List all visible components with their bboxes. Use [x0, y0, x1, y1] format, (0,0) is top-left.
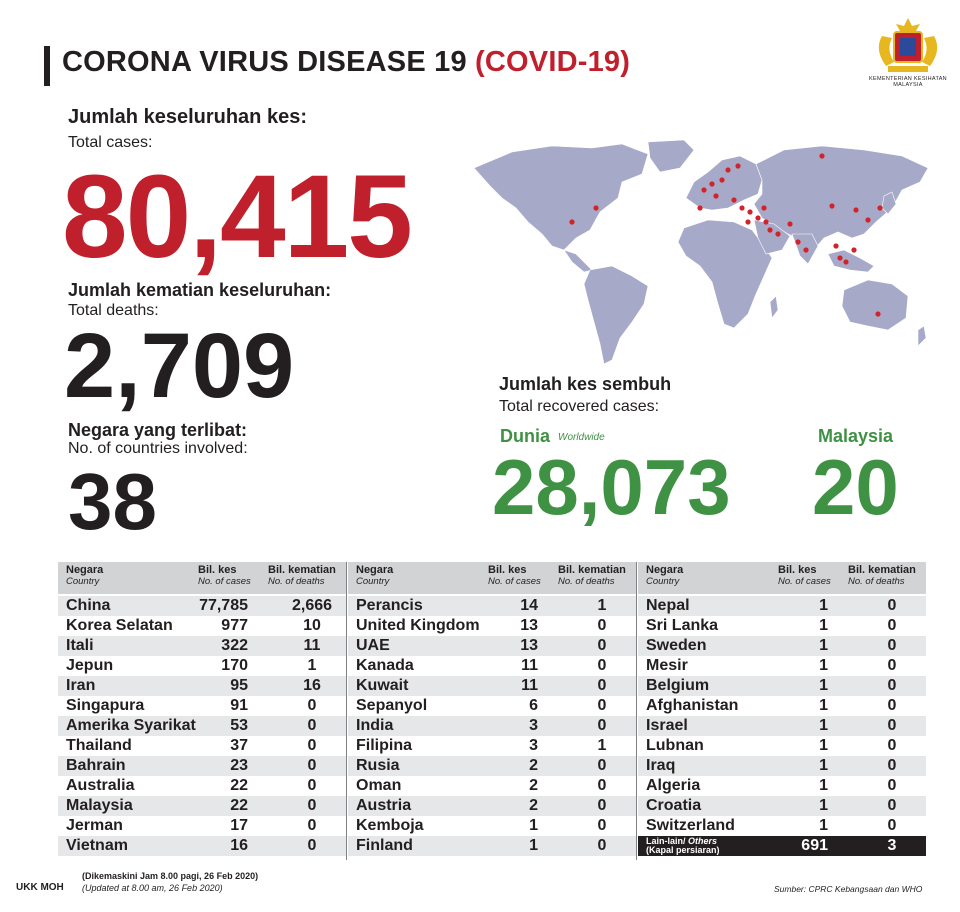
- case-count: 77,785: [199, 597, 248, 614]
- country-name: China: [66, 597, 111, 614]
- header-country: Negara Country: [646, 564, 684, 587]
- death-count: 2,666: [291, 597, 333, 614]
- countries-label-ms: Negara yang terlibat:: [68, 420, 248, 440]
- death-count: 0: [597, 677, 607, 694]
- country-name: Afghanistan: [646, 697, 739, 714]
- case-count: 13: [520, 637, 538, 654]
- country-name: Lubnan: [646, 737, 704, 754]
- death-count: 0: [887, 757, 897, 774]
- table-row: [58, 756, 346, 776]
- header-deaths: Bil. kematian No. of deaths: [848, 564, 916, 587]
- table-divider: [636, 562, 637, 860]
- country-name: Croatia: [646, 797, 702, 814]
- country-name: Rusia: [356, 757, 400, 774]
- table-row: [638, 696, 926, 716]
- update-note-ms: (Dikemaskini Jam 8.00 pagi, 26 Feb 2020): [82, 871, 259, 881]
- country-name: Sweden: [646, 637, 707, 654]
- table-divider: [346, 562, 347, 860]
- case-count: 6: [529, 697, 538, 714]
- country-name: Thailand: [66, 737, 132, 754]
- table-row: [58, 616, 346, 636]
- table-row: [638, 676, 926, 696]
- country-name: Switzerland: [646, 817, 735, 834]
- table-row: [58, 796, 346, 816]
- table-row: [348, 756, 636, 776]
- table-header: [58, 562, 346, 594]
- table-header: [638, 562, 926, 594]
- death-count: 0: [307, 817, 317, 834]
- table-row: [638, 636, 926, 656]
- header-deaths: Bil. kematian No. of deaths: [558, 564, 626, 587]
- case-count: 1: [529, 817, 538, 834]
- country-name: Itali: [66, 637, 94, 654]
- case-count: 3: [529, 737, 538, 754]
- worldwide-sublabel: Worldwide: [558, 432, 605, 443]
- country-name: Iraq: [646, 757, 676, 774]
- table-row: [58, 736, 346, 756]
- case-count: 1: [819, 597, 828, 614]
- death-count: 1: [597, 737, 607, 754]
- table-row: [348, 676, 636, 696]
- case-count: 1: [819, 797, 828, 814]
- table-row: [638, 736, 926, 756]
- title-covid: (COVID-19): [475, 46, 631, 78]
- table-row: [348, 696, 636, 716]
- death-count: 0: [887, 637, 897, 654]
- table-row: [348, 816, 636, 836]
- case-count: 3: [529, 717, 538, 734]
- case-count: 1: [819, 737, 828, 754]
- country-name: Sri Lanka: [646, 617, 719, 634]
- ukk-moh-label: UKK MOH: [16, 882, 64, 893]
- table-row: [348, 836, 636, 856]
- case-count: 95: [230, 677, 248, 694]
- country-name: Algeria: [646, 777, 701, 794]
- world-map: [472, 138, 932, 368]
- death-count: 0: [597, 757, 607, 774]
- table-row: [58, 716, 346, 736]
- total-deaths-label-ms: Jumlah kematian keseluruhan:: [68, 280, 332, 300]
- total-cases-label-ms: Jumlah keseluruhan kes:: [68, 106, 307, 128]
- others-label: Lain-lain/ Others (Kapal persiaran): [646, 836, 720, 855]
- death-count: 0: [597, 817, 607, 834]
- case-count: 11: [521, 677, 538, 694]
- country-name: Malaysia: [66, 797, 133, 814]
- table-header: [348, 562, 636, 594]
- table-row: [58, 836, 346, 856]
- country-name: Nepal: [646, 597, 690, 614]
- case-count: 53: [230, 717, 248, 734]
- death-count: 0: [887, 777, 897, 794]
- table-row: [348, 616, 636, 636]
- death-count: 0: [597, 777, 607, 794]
- title-accent-bar: [44, 46, 50, 86]
- case-count: 37: [230, 737, 248, 754]
- country-table-2: [348, 562, 636, 856]
- header-cases: Bil. kes No. of cases: [198, 564, 251, 587]
- country-name: Sepanyol: [356, 697, 428, 714]
- table-row: [58, 596, 346, 616]
- table-row: [638, 616, 926, 636]
- death-count: 0: [887, 817, 897, 834]
- case-count: 22: [230, 777, 248, 794]
- total-cases-label-en: Total cases:: [68, 134, 153, 151]
- others-death-count: 3: [887, 837, 897, 854]
- case-count: 17: [230, 817, 248, 834]
- death-count: 11: [303, 637, 321, 654]
- death-count: 1: [597, 597, 607, 614]
- death-count: 1: [307, 657, 317, 674]
- case-count: 14: [520, 597, 538, 614]
- table-row: [638, 596, 926, 616]
- death-count: 0: [597, 617, 607, 634]
- table-row: [638, 796, 926, 816]
- country-name: India: [356, 717, 394, 734]
- country-name: Perancis: [356, 597, 423, 614]
- country-name: Korea Selatan: [66, 617, 173, 634]
- crest-caption: KEMENTERIAN KESIHATAN MALAYSIA: [869, 76, 947, 88]
- table-row: [58, 676, 346, 696]
- case-count: 11: [521, 657, 538, 674]
- country-name: Filipina: [356, 737, 412, 754]
- case-count: 23: [230, 757, 248, 774]
- case-count: 2: [529, 757, 538, 774]
- country-name: Kanada: [356, 657, 414, 674]
- death-count: 16: [303, 677, 321, 694]
- death-count: 0: [597, 797, 607, 814]
- case-count: 1: [819, 717, 828, 734]
- death-count: 0: [887, 597, 897, 614]
- case-count: 1: [819, 697, 828, 714]
- worldwide-label: Dunia: [500, 426, 551, 446]
- death-count: 0: [887, 737, 897, 754]
- recovered-label-en: Total recovered cases:: [499, 398, 660, 415]
- death-count: 0: [887, 797, 897, 814]
- country-name: Iran: [66, 677, 96, 694]
- countries-value: 38: [68, 457, 157, 546]
- death-count: 10: [303, 617, 321, 634]
- table-row: [58, 656, 346, 676]
- country-name: Bahrain: [66, 757, 126, 774]
- table-row: [638, 776, 926, 796]
- country-name: Singapura: [66, 697, 145, 714]
- table-row: [58, 816, 346, 836]
- table-row: [58, 776, 346, 796]
- case-count: 91: [230, 697, 248, 714]
- malaysia-label: Malaysia: [818, 426, 894, 446]
- country-name: Mesir: [646, 657, 688, 674]
- case-count: 1: [819, 817, 828, 834]
- table-row: [348, 636, 636, 656]
- update-note-en: (Updated at 8.00 am, 26 Feb 2020): [82, 883, 223, 893]
- recovered-label-ms: Jumlah kes sembuh: [499, 374, 672, 394]
- header-cases: Bil. kes No. of cases: [488, 564, 541, 587]
- death-count: 0: [597, 697, 607, 714]
- country-name: United Kingdom: [356, 617, 480, 634]
- case-count: 1: [819, 657, 828, 674]
- case-count: 977: [221, 617, 248, 634]
- death-count: 0: [307, 777, 317, 794]
- source-note: Sumber: CPRC Kebangsaan dan WHO: [774, 884, 923, 894]
- death-count: 0: [307, 737, 317, 754]
- country-table-3: [638, 562, 926, 856]
- title-main: CORONA VIRUS DISEASE 19: [62, 46, 467, 78]
- total-deaths-value: 2,709: [64, 315, 295, 417]
- case-count: 1: [819, 777, 828, 794]
- country-name: Australia: [66, 777, 135, 794]
- death-count: 0: [597, 637, 607, 654]
- total-deaths-label-en: Total deaths:: [68, 302, 159, 319]
- country-name: Oman: [356, 777, 402, 794]
- death-count: 0: [307, 757, 317, 774]
- header-deaths: Bil. kematian No. of deaths: [268, 564, 336, 587]
- table-row: [348, 796, 636, 816]
- case-count: 1: [819, 617, 828, 634]
- table-row: [348, 596, 636, 616]
- case-count: 1: [819, 757, 828, 774]
- death-count: 0: [597, 837, 607, 854]
- malaysia-recovered-value: 20: [812, 443, 899, 531]
- others-case-count: 691: [801, 837, 828, 854]
- death-count: 0: [887, 717, 897, 734]
- table-row: [58, 696, 346, 716]
- death-count: 0: [887, 617, 897, 634]
- country-name: Kemboja: [356, 817, 424, 834]
- table-row: [348, 736, 636, 756]
- death-count: 0: [887, 657, 897, 674]
- table-row: [638, 716, 926, 736]
- table-row: [638, 656, 926, 676]
- countries-label-en: No. of countries involved:: [68, 440, 248, 457]
- table-row: [638, 756, 926, 776]
- death-count: 0: [307, 717, 317, 734]
- worldwide-recovered-value: 28,073: [492, 443, 731, 531]
- header-country: Negara Country: [356, 564, 394, 587]
- table-row: [348, 716, 636, 736]
- country-name: Amerika Syarikat: [66, 717, 196, 734]
- death-count: 0: [887, 697, 897, 714]
- death-count: 0: [597, 657, 607, 674]
- country-name: Vietnam: [66, 837, 128, 854]
- case-count: 1: [819, 637, 828, 654]
- case-count: 2: [529, 797, 538, 814]
- case-count: 13: [520, 617, 538, 634]
- header-cases: Bil. kes No. of cases: [778, 564, 831, 587]
- case-count: 170: [221, 657, 248, 674]
- table-row: [58, 636, 346, 656]
- table-row: [638, 816, 926, 836]
- death-count: 0: [307, 797, 317, 814]
- country-name: UAE: [356, 637, 390, 654]
- case-count: 322: [221, 637, 248, 654]
- table-row: [348, 776, 636, 796]
- header-country: Negara Country: [66, 564, 104, 587]
- total-cases-value: 80,415: [62, 151, 411, 283]
- death-count: 0: [597, 717, 607, 734]
- case-count: 1: [819, 677, 828, 694]
- country-name: Jepun: [66, 657, 114, 674]
- others-row: [638, 836, 926, 856]
- country-name: Jerman: [66, 817, 123, 834]
- page-title: [62, 46, 630, 79]
- country-name: Austria: [356, 797, 412, 814]
- country-name: Finland: [356, 837, 413, 854]
- country-name: Israel: [646, 717, 688, 734]
- case-count: 1: [529, 837, 538, 854]
- death-count: 0: [307, 697, 317, 714]
- country-name: Belgium: [646, 677, 710, 694]
- table-row: [348, 656, 636, 676]
- country-table-1: [58, 562, 346, 856]
- update-note: [82, 870, 258, 894]
- death-count: 0: [887, 677, 897, 694]
- case-count: 16: [230, 837, 248, 854]
- case-count: 22: [230, 797, 248, 814]
- case-count: 2: [529, 777, 538, 794]
- country-name: Kuwait: [356, 677, 409, 694]
- death-count: 0: [307, 837, 317, 854]
